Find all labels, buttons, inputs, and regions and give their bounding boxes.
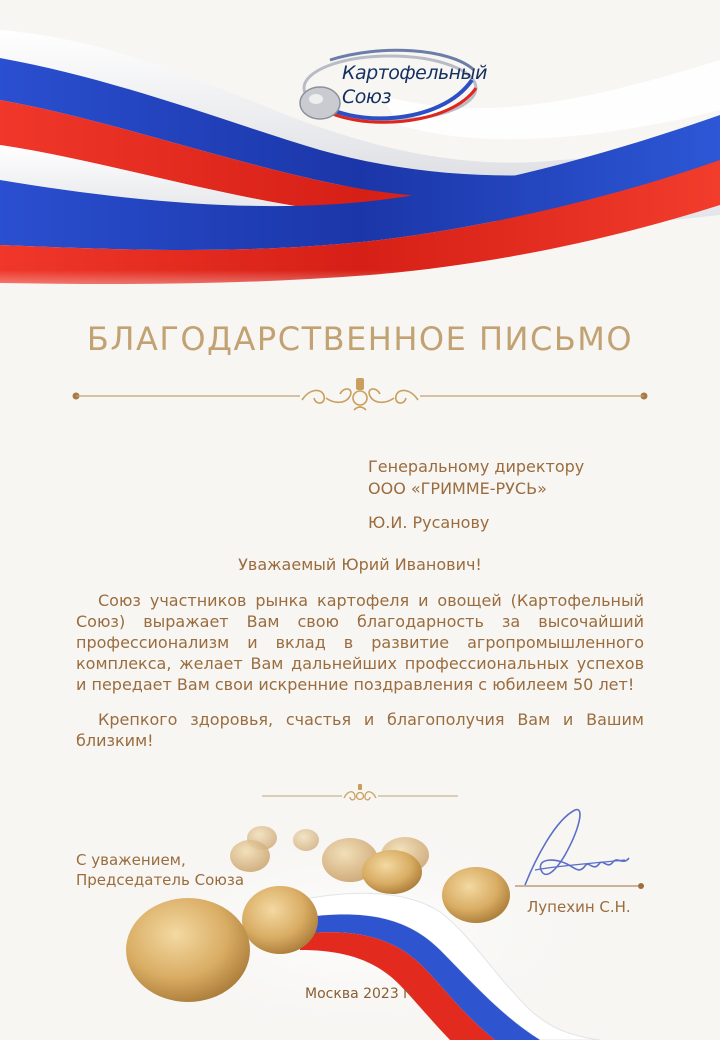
closing-line-1: С уважением,	[76, 851, 186, 869]
body-paragraph-1: Союз участников рынка картофеля и овощей (Картофельный Союз) выражает Вам свою благодарность за высочайший профессионализм и вклад в развитие агропромышленного комплекса, желает Вам дальнейших профессиональных успехов и передает Вам свои искренние поздравления с юбилеем 50 лет!	[76, 591, 644, 694]
closing-block	[76, 850, 336, 890]
logo-text-line1: Картофельный	[342, 62, 487, 84]
kartofelny-soyuz-logo	[290, 40, 487, 130]
signature-scribble-icon	[515, 800, 645, 900]
logo-swoosh-icon	[290, 40, 480, 130]
addressee-company: ООО «ГРИММЕ-РУСЬ»	[368, 479, 547, 498]
signer-name: Лупехин С.Н.	[527, 898, 631, 916]
body-paragraph-2: Крепкого здоровья, счастья и благополучия Вам и Вашим близким!	[76, 710, 644, 750]
closing-line-2: Председатель Союза	[76, 871, 245, 889]
addressee-position: Генеральному директору	[368, 457, 585, 476]
addressee-block	[368, 456, 698, 534]
letter-body	[76, 590, 644, 765]
salutation: Уважаемый Юрий Иванович!	[238, 555, 482, 574]
ornament-divider-icon	[70, 374, 650, 418]
addressee-name: Ю.И. Русанову	[368, 513, 490, 532]
place-date: Москва 2023 г.	[305, 986, 415, 1002]
logo-text-line2: Союз	[342, 86, 391, 108]
letter-title: БЛАГОДАРСТВЕННОЕ ПИСЬМО	[86, 320, 634, 358]
